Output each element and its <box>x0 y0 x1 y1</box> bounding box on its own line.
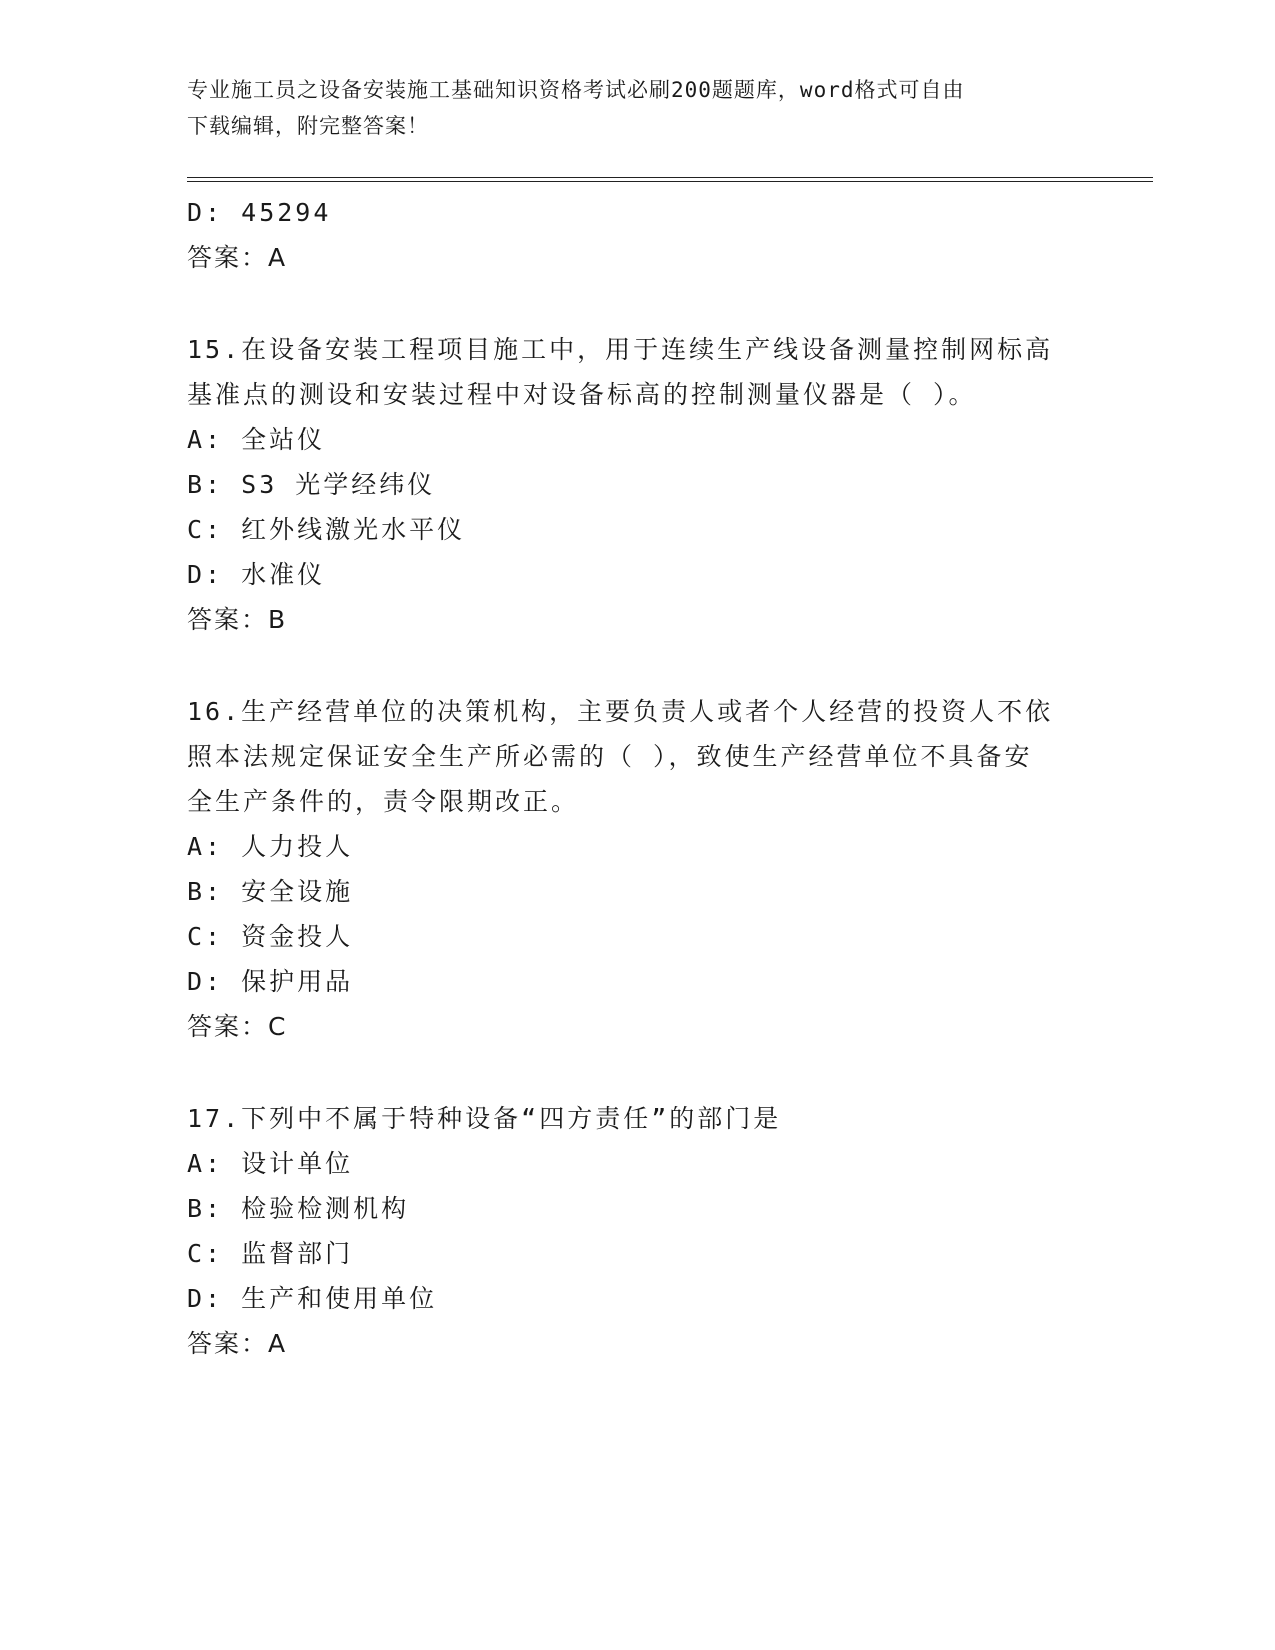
question-stem: 15.在设备安装工程项目施工中，用于连续生产线设备测量控制网标高 <box>187 335 1054 364</box>
option-c: C: 红外线激光水平仪 <box>187 515 466 544</box>
question-stem: 16.生产经营单位的决策机构，主要负责人或者个人经营的投资人不依 <box>187 697 1054 726</box>
header-title-line-2: 下载编辑，附完整答案！ <box>187 114 429 138</box>
option-b: B: 检验检测机构 <box>187 1194 410 1223</box>
spacer <box>187 280 1077 327</box>
spacer <box>187 1049 1077 1096</box>
question-15 <box>187 327 1077 642</box>
question-16 <box>187 689 1077 1049</box>
option-b: B: S3 光学经纬仪 <box>187 470 436 499</box>
header-title-line-1: 专业施工员之设备安装施工基础知识资格考试必刷200题题库，word格式可自由 <box>187 78 965 102</box>
answer-label: 答案：A <box>187 1329 288 1358</box>
option-c: C: 资金投人 <box>187 922 354 951</box>
question-stem: 全生产条件的，责令限期改正。 <box>187 787 580 816</box>
option-b: B: 安全设施 <box>187 877 354 906</box>
option-a: A: 全站仪 <box>187 425 326 454</box>
question-17 <box>187 1096 1077 1366</box>
option-d: D: 保护用品 <box>187 967 354 996</box>
spacer <box>187 642 1077 689</box>
answer-label: 答案：C <box>187 1012 288 1041</box>
option-d: D: 生产和使用单位 <box>187 1284 438 1313</box>
question-content <box>187 190 1077 1366</box>
answer-label: 答案：B <box>187 605 288 634</box>
option-d: D: 水准仪 <box>187 560 326 589</box>
question-stem: 照本法规定保证安全生产所必需的（ ），致使生产经营单位不具备安 <box>187 742 1033 771</box>
option-c: C: 监督部门 <box>187 1239 354 1268</box>
question-stem: 基准点的测设和安装过程中对设备标高的控制测量仪器是（ ）。 <box>187 380 977 409</box>
option-a: A: 设计单位 <box>187 1149 354 1178</box>
option-d: D: 45294 <box>187 198 332 227</box>
previous-question-tail <box>187 190 1077 280</box>
answer-label: 答案：A <box>187 243 288 272</box>
page-header <box>187 72 1067 144</box>
header-double-rule <box>187 177 1153 182</box>
option-a: A: 人力投人 <box>187 832 354 861</box>
question-stem: 17.下列中不属于特种设备“四方责任”的部门是 <box>187 1104 782 1133</box>
